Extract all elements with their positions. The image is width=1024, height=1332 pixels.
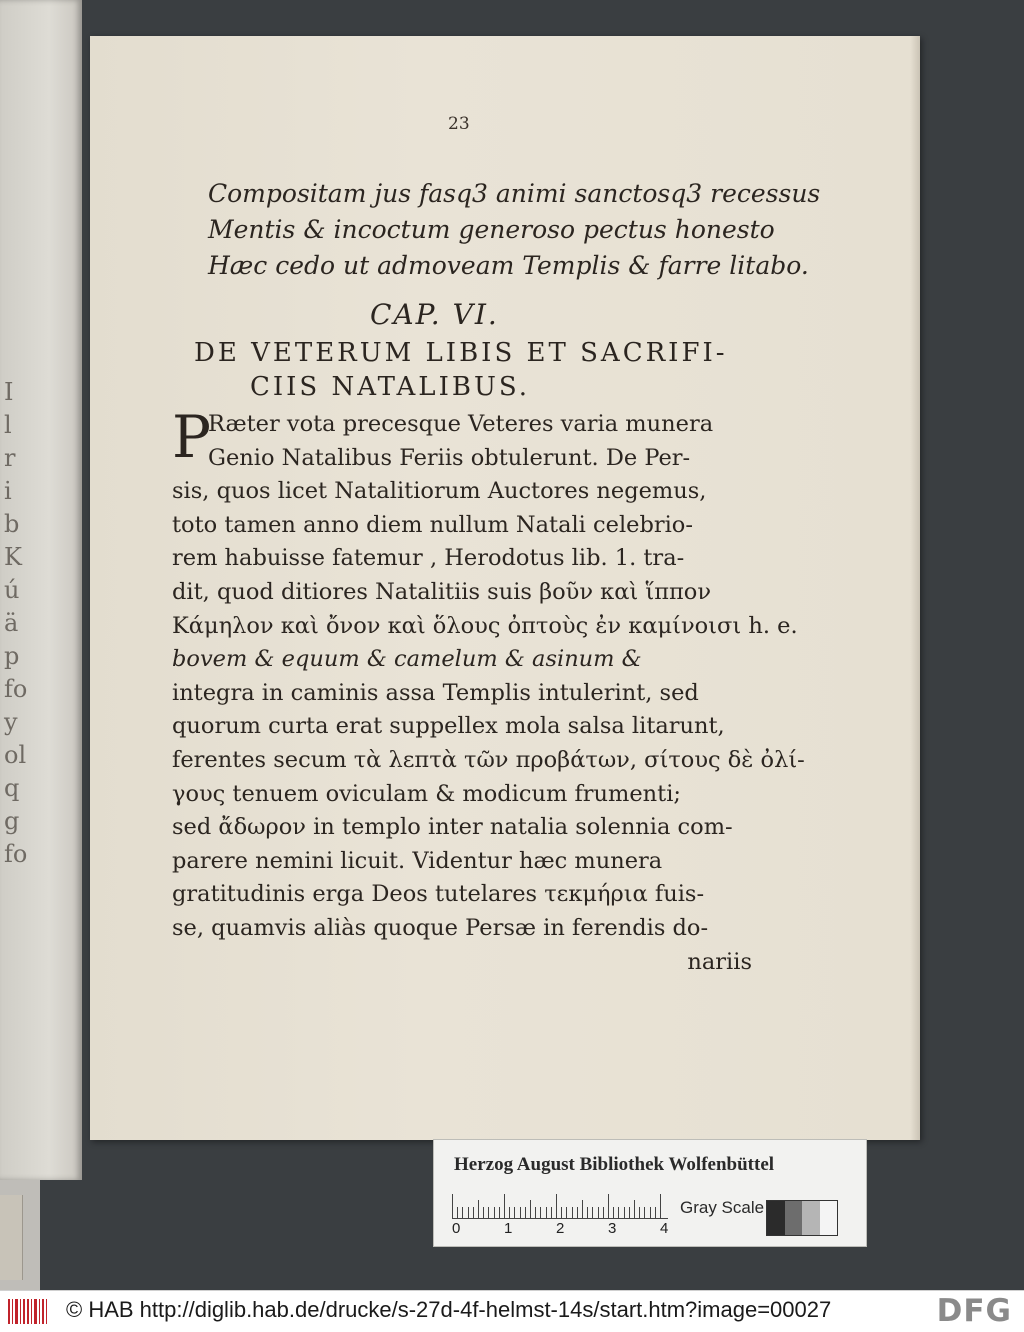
ruler-tick	[624, 1207, 625, 1218]
text-line: bovem & equum & camelum & asinum &	[172, 646, 642, 673]
ruler-tick	[650, 1207, 651, 1218]
left-page-glyph: l	[4, 411, 12, 439]
ruler-tick	[483, 1207, 484, 1218]
scale-ruler	[452, 1192, 668, 1219]
ruler-numbers	[446, 1220, 686, 1240]
barcode-bar	[34, 1299, 37, 1324]
ruler-tick	[629, 1207, 630, 1218]
text-line: sed ἄδωρον in templo inter natalia solennia com-	[172, 814, 733, 841]
left-page-glyph: ol	[4, 741, 27, 769]
ruler-tick	[546, 1207, 547, 1218]
poem-verse	[208, 176, 821, 284]
left-page-glyph: r	[4, 444, 16, 472]
ruler-tick	[462, 1207, 463, 1218]
gray-scale-swatches	[766, 1200, 838, 1236]
ruler-tick	[478, 1200, 479, 1218]
ruler-tick	[603, 1207, 604, 1218]
left-page-glyph: K	[4, 543, 22, 571]
ruler-tick	[488, 1207, 489, 1218]
footer-bar	[0, 1290, 1024, 1332]
barcode-bar	[31, 1299, 32, 1324]
ruler-tick	[613, 1207, 614, 1218]
hab-barcode-icon	[8, 1299, 48, 1324]
ruler-tick	[504, 1194, 505, 1218]
left-page-glyph: b	[4, 510, 20, 538]
left-page-glyph: I	[4, 378, 14, 406]
ruler-tick	[514, 1207, 515, 1218]
ruler-tick	[468, 1207, 469, 1218]
ruler-tick	[618, 1207, 619, 1218]
ruler-tick	[473, 1207, 474, 1218]
section-heading	[190, 336, 750, 404]
catchword: nariis	[687, 948, 752, 975]
ruler-tick	[639, 1207, 640, 1218]
ruler-tick	[634, 1200, 635, 1218]
barcode-bar	[46, 1299, 47, 1324]
barcode-bar	[8, 1299, 10, 1324]
drop-capital: P	[172, 403, 212, 471]
barcode-bar	[27, 1299, 29, 1324]
ruler-tick	[572, 1207, 573, 1218]
card-title: Herzog August Bibliothek Wolfenbüttel	[454, 1154, 775, 1175]
ruler-number: 4	[660, 1220, 669, 1237]
ruler-tick	[556, 1194, 557, 1218]
ruler-tick	[509, 1207, 510, 1218]
ruler-tick	[551, 1207, 552, 1218]
text-line: integra in caminis assa Templis intulerint, sed	[172, 679, 699, 706]
heading-line: DE VETERUM LIBIS ET SACRIFI-	[194, 338, 728, 368]
ruler-tick	[655, 1207, 656, 1218]
heading-line: CIIS NATALIBUS.	[250, 372, 531, 402]
barcode-bar	[39, 1299, 40, 1324]
barcode-bar	[42, 1299, 44, 1324]
dfg-logo: DFG	[933, 1293, 1012, 1329]
text-line: quorum curta erat suppellex mola salsa litarunt,	[172, 713, 725, 740]
ruler-tick	[540, 1207, 541, 1218]
poem-line: Mentis & incoctum generoso pectus honesto	[208, 215, 775, 244]
text-line: gratitudinis erga Deos tutelares τεκμήρια fuis-	[172, 881, 705, 908]
gray-swatch	[767, 1201, 785, 1235]
left-page-glyph: fo	[4, 840, 28, 868]
ruler-tick	[582, 1200, 583, 1218]
text-line: ferentes secum τὰ λεπτὰ τῶν προβάτων, σίτους δὲ ὀλί-	[172, 746, 805, 773]
left-page-glyph: ä	[4, 609, 19, 637]
barcode-bar	[23, 1299, 25, 1324]
ruler-tick	[561, 1207, 562, 1218]
spine-label	[0, 1195, 23, 1280]
ruler-tick	[535, 1207, 536, 1218]
ruler-tick	[494, 1207, 495, 1218]
gray-swatch	[820, 1201, 838, 1235]
left-page-glyph: p	[4, 642, 20, 670]
text-line: dit, quod ditiores Natalitiis suis βοῦν καὶ ἵππον	[172, 578, 712, 605]
text-line: se, quamvis aliàs quoque Persæ in ferendis do-	[172, 914, 709, 941]
ruler-tick	[452, 1194, 453, 1218]
ruler-number: 1	[504, 1220, 513, 1237]
text-line: γους tenuem oviculam & modicum frumenti;	[172, 780, 681, 807]
left-page-glyph: ú	[4, 576, 20, 604]
ruler-tick	[566, 1207, 567, 1218]
ruler-number: 3	[608, 1220, 617, 1237]
ruler-tick	[608, 1194, 609, 1218]
page-number: 23	[448, 114, 470, 134]
ruler-tick	[525, 1207, 526, 1218]
left-page-glyph: y	[4, 708, 18, 736]
text-line: parere nemini licuit. Videntur hæc munera	[172, 847, 663, 874]
color-calibration-card	[433, 1139, 867, 1247]
ruler-tick	[660, 1194, 661, 1218]
ruler-tick	[457, 1207, 458, 1218]
text-line: sis, quos licet Natalitiorum Auctores negemus,	[172, 478, 707, 505]
gray-swatch	[785, 1201, 803, 1235]
gray-scale-label: Gray Scale	[680, 1198, 765, 1217]
ruler-tick	[644, 1207, 645, 1218]
barcode-bar	[12, 1299, 13, 1324]
barcode-bar	[20, 1299, 21, 1324]
poem-line: Compositam jus fasq3 animi sanctosq3 recessus	[208, 179, 821, 208]
ruler-number: 2	[556, 1220, 565, 1237]
chapter-title: CAP. VI.	[370, 298, 499, 331]
previous-page-edge	[0, 0, 82, 1180]
ruler-tick	[530, 1200, 531, 1218]
book-page	[90, 36, 920, 1140]
ruler-number: 0	[452, 1220, 461, 1237]
left-page-glyph: q	[4, 774, 20, 802]
text-line: Ræter vota precesque Veteres varia munera	[208, 411, 714, 437]
poem-line: Hæc cedo ut admoveam Templis & farre litabo.	[208, 251, 809, 280]
ruler-tick	[587, 1207, 588, 1218]
left-page-glyph: g	[4, 807, 20, 835]
left-page-glyph: fo	[4, 675, 28, 703]
ruler-tick	[520, 1207, 521, 1218]
gray-swatch	[802, 1201, 820, 1235]
text-line: Κάμηλον καὶ ὄνον καὶ ὅλους ὀπτοὺς ἐν καμίνοισι h. e.	[172, 612, 798, 639]
copyright-url[interactable]: © HAB http://diglib.hab.de/drucke/s-27d-4f-helmst-14s/start.htm?image=00027	[66, 1297, 832, 1322]
text-line: Genio Natalibus Feriis obtulerunt. De Per-	[208, 444, 691, 471]
ruler-tick	[598, 1207, 599, 1218]
ruler-tick	[592, 1207, 593, 1218]
ruler-tick	[577, 1207, 578, 1218]
text-line: rem habuisse fatemur , Herodotus lib. 1. tra-	[172, 545, 685, 572]
ruler-tick	[499, 1207, 500, 1218]
text-line: toto tamen anno diem nullum Natali celebrio-	[172, 511, 693, 538]
body-text	[172, 403, 805, 979]
left-page-glyph: i	[4, 477, 12, 505]
barcode-bar	[15, 1299, 18, 1324]
